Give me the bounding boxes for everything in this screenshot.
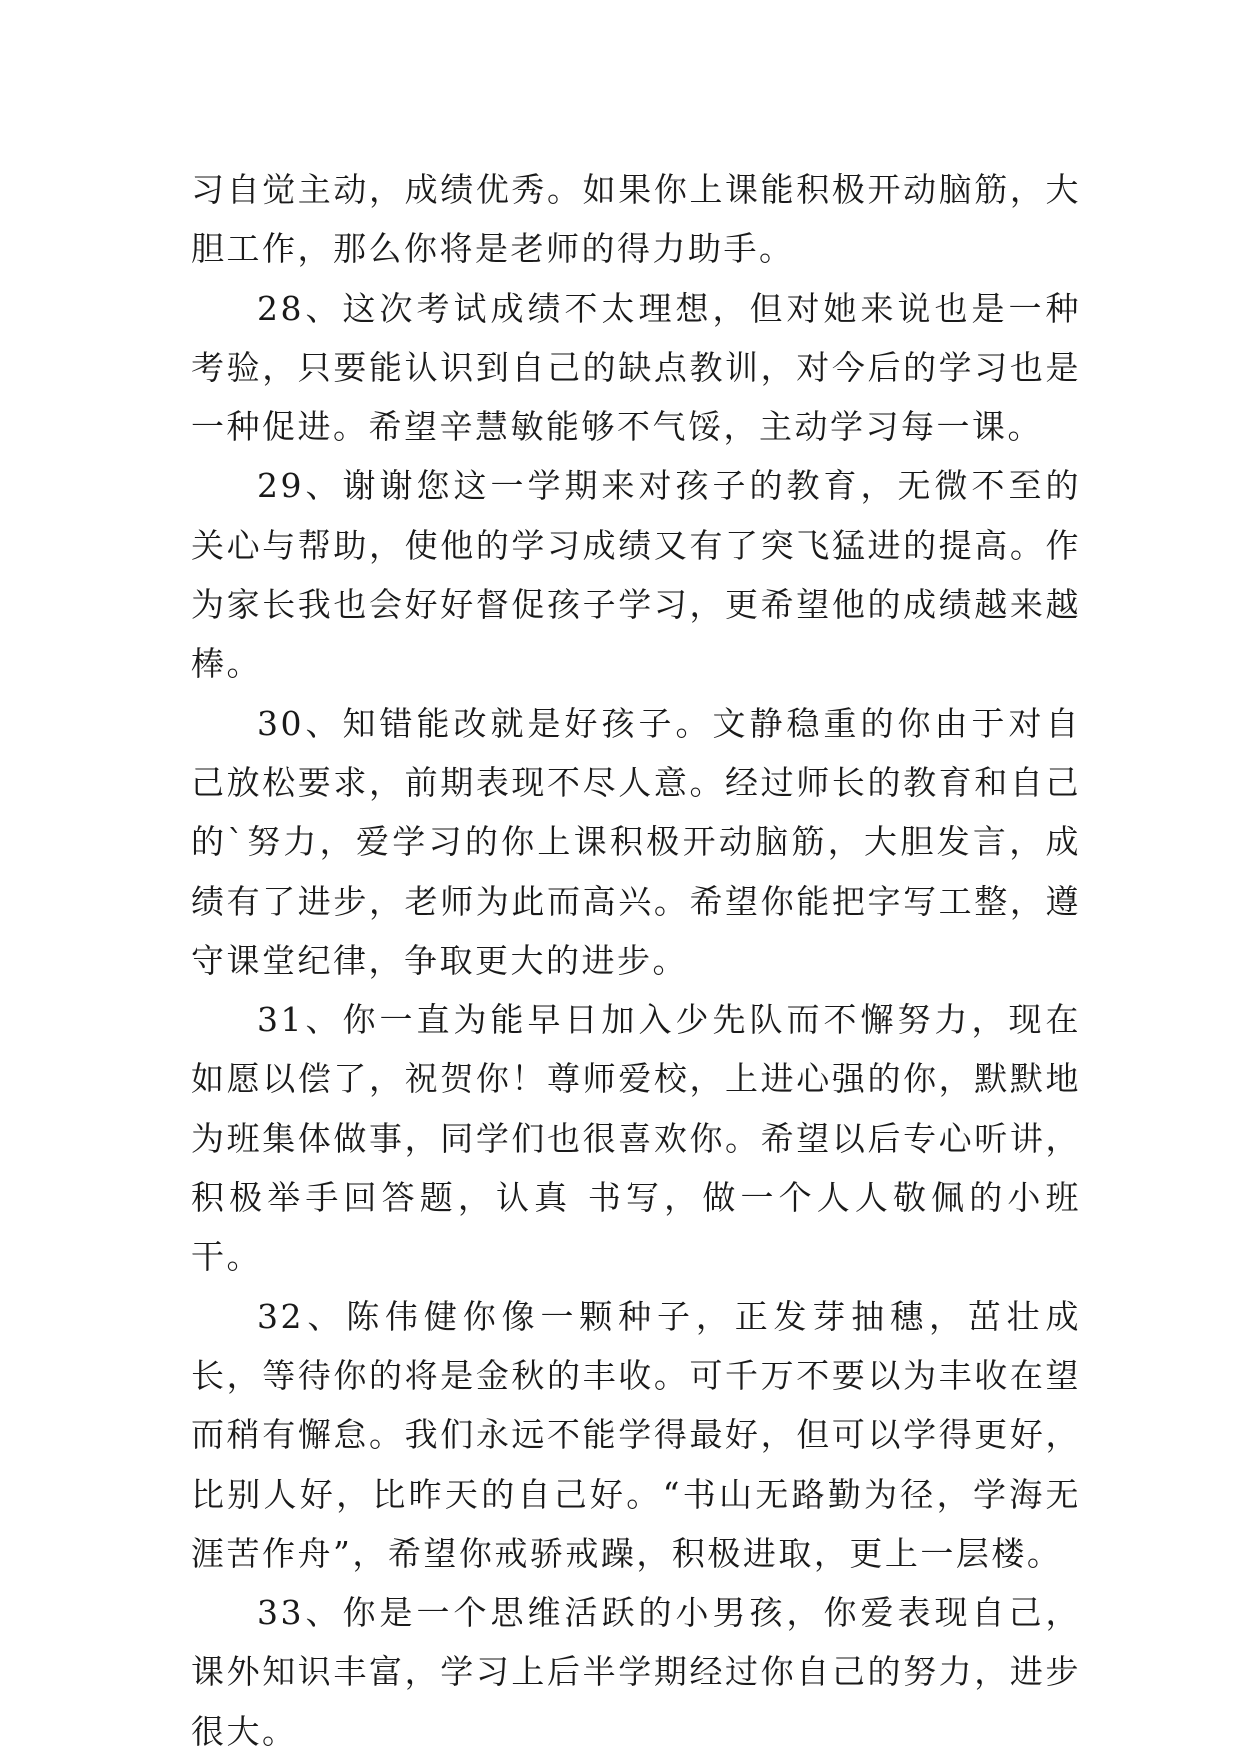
- paragraph-29: 29、谢谢您这一学期来对孩子的教育，无微不至的关心与帮助，使他的学习成绩又有了突飞猛进的提高。作为家长我也会好好督促孩子学习，更希望他的成绩越来越棒。: [191, 466, 1081, 684]
- paragraph-33: 33、你是一个思维活跃的小男孩，你爱表现自己，课外知识丰富，学习上后半学期经过你自己的努力，进步很大。: [191, 1593, 1081, 1751]
- paragraph-27-continued: 习自觉主动，成绩优秀。如果你上课能积极开动脑筋，大胆工作，那么你将是老师的得力助手。: [191, 170, 1081, 269]
- paragraph-30: 30、知错能改就是好孩子。文静稳重的你由于对自己放松要求，前期表现不尽人意。经过师长的教育和自己的`努力，爱学习的你上课积极开动脑筋，大胆发言，成绩有了进步，老师为此而高兴。希望你能把字写工整，遵守课堂纪律，争取更大的进步。: [191, 703, 1081, 980]
- paragraph-32: 32、陈伟健你像一颗种子，正发芽抽穗，茁壮成长，等待你的将是金秋的丰收。可千万不要以为丰收在望而稍有懈怠。我们永远不能学得最好，但可以学得更好，比别人好，比昨天的自己好。“书山无路勤为径，学海无涯苦作舟”，希望你戒骄戒躁，积极进取，更上一层楼。: [191, 1296, 1081, 1573]
- paragraph-28: 28、这次考试成绩不太理想，但对她来说也是一种考验，只要能认识到自己的缺点教训，对今后的学习也是一种促进。希望辛慧敏能够不气馁，主动学习每一课。: [191, 288, 1081, 447]
- body-text: [191, 160, 1081, 1761]
- paragraph-31: 31、你一直为能早日加入少先队而不懈努力，现在如愿以偿了，祝贺你！尊师爱校，上进心强的你，默默地为班集体做事，同学们也很喜欢你。希望以后专心听讲，积极举手回答题，认真 书写，做一个人人敬佩的小班干。: [191, 1000, 1081, 1277]
